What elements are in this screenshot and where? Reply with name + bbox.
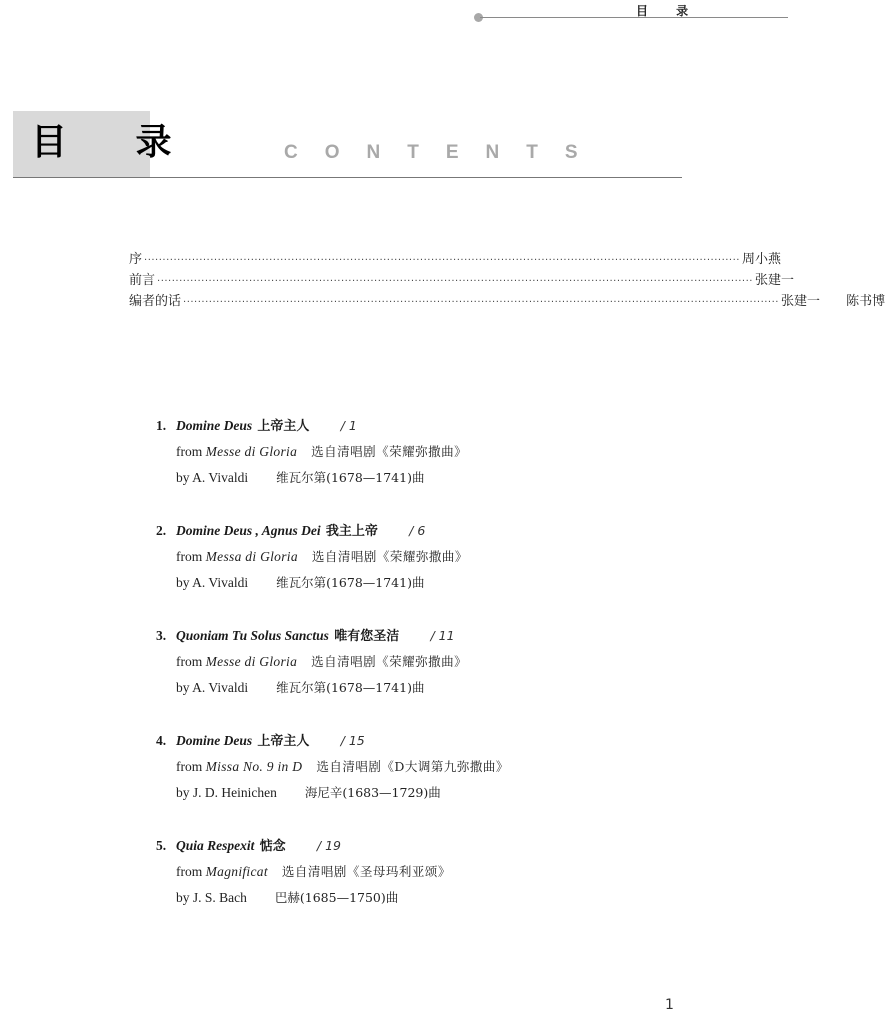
toc-number: 5.: [156, 838, 167, 853]
toc-title-latin: Domine Deus: [176, 733, 253, 748]
toc-list: [156, 413, 656, 938]
from-label: from: [176, 864, 203, 879]
composer-cn: 巴赫(1685—1750)曲: [274, 890, 399, 905]
toc-page-number[interactable]: / 15: [340, 733, 365, 748]
page-title-en: CONTENTS: [284, 142, 605, 163]
composer: by J. D. Heinichen: [176, 785, 277, 800]
toc-composer-line: [156, 675, 656, 701]
toc-number: 1.: [156, 418, 167, 433]
toc-entry[interactable]: [156, 728, 656, 833]
composer: by J. S. Bach: [176, 890, 247, 905]
front-matter-label: 前言: [129, 273, 156, 288]
work-title: Missa No. 9 in D: [205, 759, 303, 774]
toc-number: 3.: [156, 628, 167, 643]
toc-page-number[interactable]: / 1: [340, 418, 357, 433]
toc-number: 2.: [156, 523, 167, 538]
from-label: from: [176, 654, 203, 669]
toc-title-cn: 上帝主人: [257, 419, 310, 434]
toc-entry[interactable]: [156, 518, 656, 623]
front-matter-list: [129, 248, 885, 311]
toc-source-line: [156, 754, 656, 780]
toc-title-latin: Domine Deus , Agnus Dei: [176, 523, 321, 538]
toc-source-line: [156, 544, 656, 570]
toc-title-cn: 上帝主人: [257, 734, 310, 749]
front-matter-author: 张建一: [754, 273, 794, 288]
work-title-cn: 选自清唱剧《圣母玛利亚颂》: [281, 864, 451, 879]
work-title-cn: 选自清唱剧《D大调第九弥撒曲》: [316, 759, 509, 774]
toc-entry[interactable]: [156, 413, 656, 518]
toc-title-line: [156, 728, 656, 754]
from-label: from: [176, 444, 203, 459]
toc-title-cn: 惦念: [259, 839, 286, 854]
running-title: 目 录: [636, 4, 701, 18]
front-matter-item[interactable]: [129, 248, 781, 269]
toc-page-number[interactable]: / 6: [409, 523, 426, 538]
toc-title-cn: 我主上帝: [325, 524, 378, 539]
toc-source-line: [156, 859, 656, 885]
toc-page-number[interactable]: / 19: [316, 838, 341, 853]
composer-cn: 维瓦尔第(1678—1741)曲: [276, 680, 425, 695]
dot-leader: ··································································································································································: [144, 255, 740, 266]
toc-title-line: [156, 518, 656, 544]
title-rule: [13, 177, 682, 178]
toc-entry[interactable]: [156, 833, 656, 938]
work-title: Messe di Gloria: [205, 654, 298, 669]
toc-composer-line: [156, 885, 656, 911]
page-title-cn: 目 录: [31, 122, 200, 163]
work-title-cn: 选自清唱剧《荣耀弥撒曲》: [311, 549, 468, 564]
work-title: Messa di Gloria: [205, 549, 298, 564]
toc-composer-line: [156, 465, 656, 491]
work-title-cn: 选自清唱剧《荣耀弥撒曲》: [311, 444, 468, 459]
toc-title-line: [156, 413, 656, 439]
from-label: from: [176, 759, 203, 774]
page-number: 1: [665, 997, 674, 1013]
from-label: from: [176, 549, 203, 564]
toc-composer-line: [156, 780, 656, 806]
toc-title-latin: Domine Deus: [176, 418, 253, 433]
toc-source-line: [156, 439, 656, 465]
toc-title-line: [156, 623, 656, 649]
front-matter-author: 周小燕: [741, 252, 781, 267]
work-title: Magnificat: [205, 864, 268, 879]
toc-number: 4.: [156, 733, 167, 748]
toc-entry[interactable]: [156, 623, 656, 728]
work-title-cn: 选自清唱剧《荣耀弥撒曲》: [311, 654, 468, 669]
front-matter-label: 编者的话: [129, 294, 182, 309]
front-matter-author: 张建一 陈书博: [780, 294, 885, 309]
toc-composer-line: [156, 570, 656, 596]
toc-title-line: [156, 833, 656, 859]
toc-title-latin: Quoniam Tu Solus Sanctus: [176, 628, 329, 643]
toc-source-line: [156, 649, 656, 675]
toc-page-number[interactable]: / 11: [430, 628, 455, 643]
composer: by A. Vivaldi: [176, 680, 249, 695]
dot-leader: ··································································································································································: [157, 276, 753, 287]
work-title: Messe di Gloria: [205, 444, 298, 459]
composer-cn: 维瓦尔第(1678—1741)曲: [276, 470, 425, 485]
composer-cn: 维瓦尔第(1678—1741)曲: [276, 575, 425, 590]
toc-title-cn: 唯有您圣洁: [334, 629, 400, 644]
front-matter-label: 序: [129, 252, 143, 267]
front-matter-item[interactable]: [129, 290, 885, 311]
dot-leader: ··································································································································································: [183, 297, 779, 308]
composer: by A. Vivaldi: [176, 470, 249, 485]
composer-cn: 海尼辛(1683—1729)曲: [304, 785, 441, 800]
header-rule: [480, 17, 788, 18]
composer: by A. Vivaldi: [176, 575, 249, 590]
toc-title-latin: Quia Respexit: [176, 838, 255, 853]
front-matter-item[interactable]: [129, 269, 794, 290]
